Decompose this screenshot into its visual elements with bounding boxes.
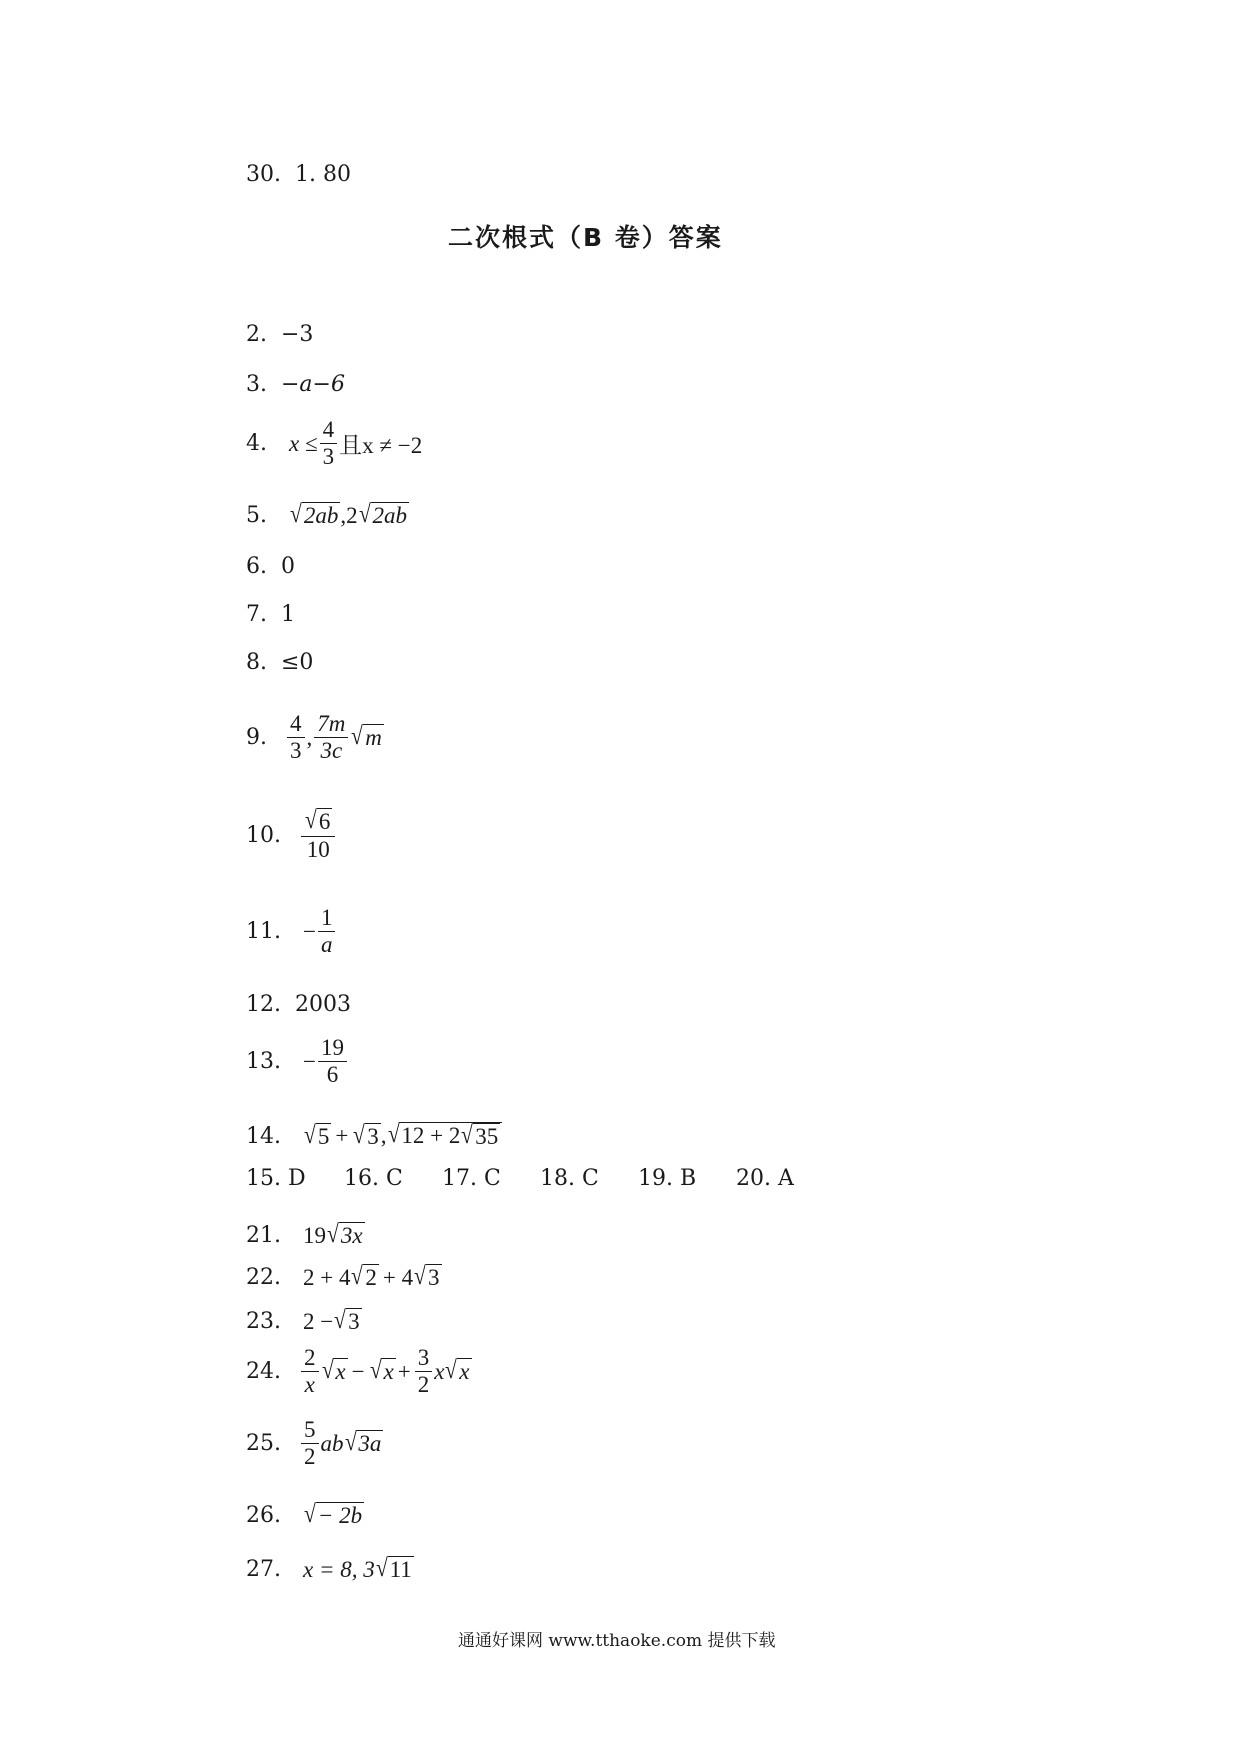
choice-item xyxy=(246,1166,344,1191)
answer-number: 19. xyxy=(638,1166,673,1191)
term: 2 − xyxy=(303,1308,334,1334)
radicand: 3 xyxy=(367,1123,379,1149)
radicand: 2ab xyxy=(303,503,339,528)
radicand: 5 xyxy=(317,1123,330,1149)
denominator: 3c xyxy=(320,738,343,764)
answer-23 xyxy=(246,1308,362,1335)
fraction xyxy=(301,1346,319,1397)
plus: + xyxy=(335,1123,349,1149)
radicand-part: 12 + 2 xyxy=(401,1123,461,1148)
answer-number: 22. xyxy=(246,1265,281,1291)
answer-30 xyxy=(246,162,351,187)
separator: ,2 xyxy=(340,502,358,528)
fraction xyxy=(301,808,335,863)
answer-number: 18. xyxy=(540,1166,575,1191)
answer-value: A xyxy=(778,1166,794,1191)
fraction xyxy=(287,712,305,763)
radical: √ 12 + 2 √ 35 xyxy=(387,1122,503,1150)
radical: √ x xyxy=(369,1355,394,1384)
sign: − xyxy=(303,918,316,944)
answer-7 xyxy=(246,602,295,627)
answer-6 xyxy=(246,554,295,579)
answer-number: 25. xyxy=(246,1431,281,1457)
radicand: 2ab xyxy=(372,503,408,528)
footer-text: 通通好课网 www.tthaoke.com 提供下载 xyxy=(458,1631,776,1651)
radicand: m xyxy=(365,724,382,750)
variable: x xyxy=(434,1358,445,1384)
inequality: x ≤ xyxy=(289,430,318,456)
numerator: 5 xyxy=(301,1418,319,1444)
radical: √ 11 xyxy=(375,1554,412,1582)
answer-value: −a−6 xyxy=(281,372,345,397)
answer-value: C xyxy=(484,1166,501,1191)
radicand xyxy=(399,1122,502,1150)
choice-item xyxy=(344,1166,442,1191)
answer-3 xyxy=(246,372,345,397)
separator: , xyxy=(380,1123,387,1149)
answer-number: 20. xyxy=(736,1166,771,1191)
term: 2 + 4 xyxy=(303,1264,351,1290)
answer-number: 21. xyxy=(246,1223,281,1249)
denominator: 2 xyxy=(304,1444,316,1470)
page-title: 二次根式（B 卷）答案 xyxy=(448,223,723,252)
radicand: 11 xyxy=(389,1557,412,1582)
answer-2 xyxy=(246,322,313,347)
coefficient: 19 xyxy=(303,1222,326,1248)
answer-number: 17. xyxy=(442,1166,477,1191)
separator: , xyxy=(306,724,313,750)
answer-number: 5. xyxy=(246,503,267,529)
answer-value: ≤0 xyxy=(281,650,314,675)
condition: 且x ≠ −2 xyxy=(339,433,423,459)
answer-value: B xyxy=(680,1166,697,1191)
radical: √ x xyxy=(321,1355,346,1384)
answer-number: 8. xyxy=(246,650,267,675)
numerator: 4 xyxy=(320,418,338,444)
variable: ab xyxy=(320,1430,344,1456)
denominator: 6 xyxy=(326,1062,339,1088)
answer-27 xyxy=(246,1556,414,1583)
answer-value: −3 xyxy=(281,322,314,347)
answer-21 xyxy=(246,1222,365,1249)
answer-number: 3. xyxy=(246,372,267,397)
radical: √ 3 xyxy=(414,1262,440,1290)
answer-number: 6. xyxy=(246,554,267,579)
choice-item xyxy=(638,1166,736,1191)
term: + 4 xyxy=(382,1264,414,1290)
radical: √ 3 xyxy=(334,1306,360,1334)
radical: √ 2ab xyxy=(358,500,408,528)
answer-number: 13. xyxy=(246,1049,281,1075)
numerator: √ 6 xyxy=(301,808,335,837)
numerator: 3 xyxy=(415,1346,433,1372)
answer-value: C xyxy=(386,1166,403,1191)
choice-item xyxy=(540,1166,638,1191)
minus: − xyxy=(351,1358,365,1384)
radical: √ m xyxy=(351,721,382,750)
term: x = 8, 3 xyxy=(303,1556,375,1582)
radicand: 2 xyxy=(365,1265,377,1290)
plus: + xyxy=(397,1358,411,1384)
answer-number: 16. xyxy=(344,1166,379,1191)
answer-value: 0 xyxy=(281,554,295,579)
answer-12 xyxy=(246,992,351,1017)
numerator: 19 xyxy=(318,1036,347,1062)
radical: √ 2ab xyxy=(290,500,339,528)
answer-value: D xyxy=(288,1166,306,1191)
radical: √ 3 xyxy=(353,1120,379,1149)
answer-22 xyxy=(246,1264,442,1291)
radicand: 6 xyxy=(318,809,331,834)
radical: √ − 2b xyxy=(304,1500,363,1528)
answer-number: 24. xyxy=(246,1359,281,1385)
answer-value: 2003 xyxy=(295,992,351,1017)
radical: √ 2 xyxy=(351,1262,377,1290)
numerator: 2 xyxy=(301,1346,319,1372)
radicand: 3a xyxy=(358,1430,382,1456)
answer-number: 12. xyxy=(246,992,281,1017)
answer-value: C xyxy=(582,1166,599,1191)
radical: √ 3x xyxy=(327,1220,363,1248)
denominator: x xyxy=(304,1372,315,1398)
choice-item xyxy=(736,1166,794,1191)
fraction xyxy=(301,1418,319,1469)
answer-number: 9. xyxy=(246,725,267,751)
answer-5 xyxy=(246,502,409,529)
radicand: 3 xyxy=(348,1309,360,1334)
fraction xyxy=(320,418,338,469)
answer-number: 7. xyxy=(246,602,267,627)
answer-number: 4. xyxy=(246,431,267,457)
answer-9 xyxy=(246,712,384,763)
answer-number: 2. xyxy=(246,322,267,347)
answer-number: 23. xyxy=(246,1309,281,1335)
answer-row-choices xyxy=(246,1166,794,1191)
answer-number: 30. xyxy=(246,162,281,187)
answer-number: 26. xyxy=(246,1503,281,1529)
answer-number: 10. xyxy=(246,822,281,848)
radicand: x xyxy=(459,1358,470,1384)
radicand: 35 xyxy=(475,1124,499,1149)
denominator: 2 xyxy=(417,1372,430,1398)
inner-radical: √ 35 xyxy=(461,1121,499,1149)
radicand: − 2b xyxy=(317,1503,363,1528)
denominator: 10 xyxy=(306,837,330,863)
radical: √ 3a xyxy=(344,1427,382,1456)
numerator: 7m xyxy=(314,712,348,738)
answer-8 xyxy=(246,650,313,675)
answer-number: 14. xyxy=(246,1123,281,1149)
answer-24 xyxy=(246,1346,472,1397)
answer-13 xyxy=(246,1036,349,1087)
choice-item xyxy=(442,1166,540,1191)
fraction xyxy=(314,712,348,763)
answer-number: 27. xyxy=(246,1557,281,1583)
fraction xyxy=(318,1036,347,1087)
answer-26 xyxy=(246,1502,364,1529)
numerator: 1 xyxy=(318,906,336,932)
radicand: 3 xyxy=(428,1265,440,1290)
radicand: x xyxy=(335,1358,346,1384)
radicand: 3x xyxy=(340,1223,363,1248)
radicand: x xyxy=(383,1358,394,1384)
denominator: a xyxy=(320,932,333,958)
answer-10 xyxy=(246,808,337,863)
answer-number: 11. xyxy=(246,919,281,945)
answer-25 xyxy=(246,1418,383,1469)
answer-value: 1. 80 xyxy=(295,162,351,187)
answer-11 xyxy=(246,906,337,957)
radical: √ 5 xyxy=(304,1120,330,1149)
numerator: 4 xyxy=(287,712,305,738)
answer-value: 1 xyxy=(281,602,295,627)
fraction xyxy=(318,906,336,957)
sign: − xyxy=(303,1048,316,1074)
answer-4 xyxy=(246,418,422,469)
fraction xyxy=(415,1346,433,1397)
denominator: 3 xyxy=(322,444,335,470)
denominator: 3 xyxy=(290,738,302,764)
answer-number: 15. xyxy=(246,1166,281,1191)
answer-14 xyxy=(246,1122,502,1150)
radical: √ x xyxy=(445,1355,470,1384)
